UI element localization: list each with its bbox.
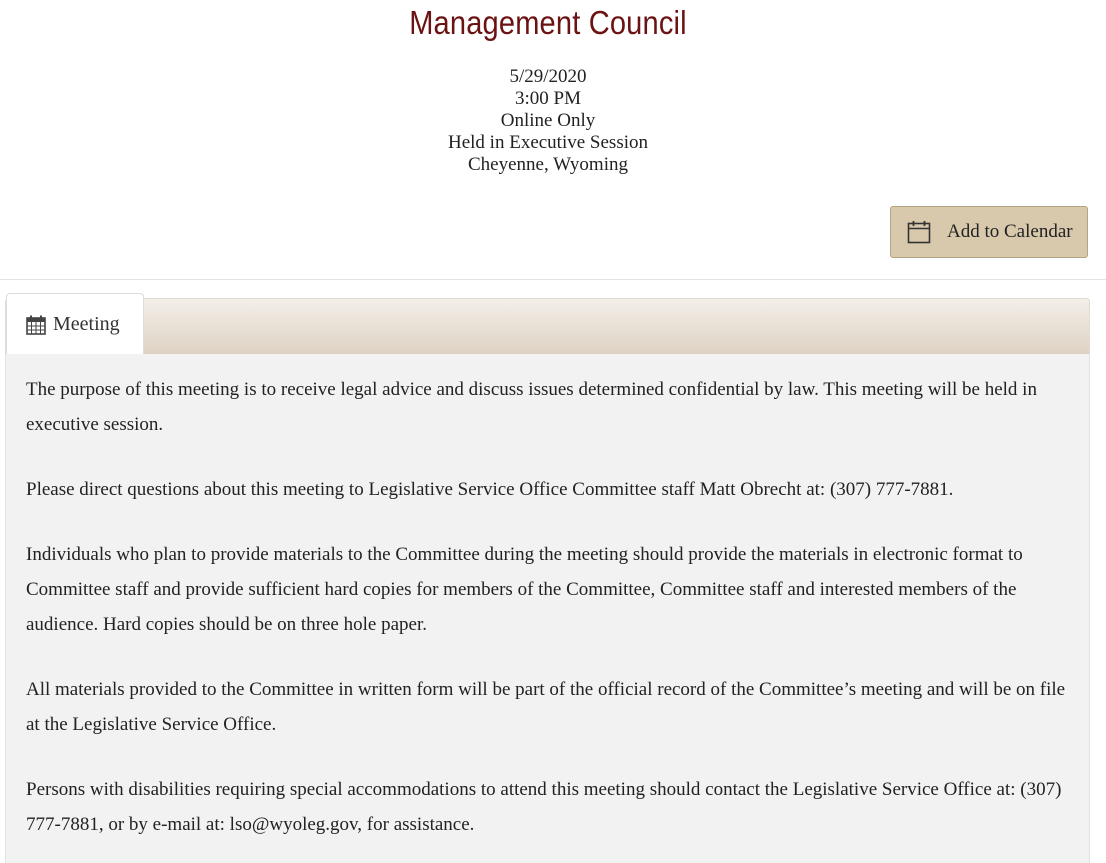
add-to-calendar-label: Add to Calendar <box>947 221 1073 242</box>
meeting-location: Online Only <box>500 110 596 131</box>
purpose-paragraph: The purpose of this meeting is to receive legal advice and discuss issues determined confidential by law. This meeting will be held in executive session. <box>26 379 1037 435</box>
accessibility-paragraph: Persons with disabilities requiring special accommodations to attend this meeting should contact the Legislative Service Office at: (307) 777-7881, or by e-mail at: lso@wyoleg.gov, for assistance. <box>26 779 1062 835</box>
add-to-calendar-button[interactable] <box>890 206 1088 258</box>
record-paragraph: All materials provided to the Committee in written form will be part of the official record of the Committee’s meeting and will be on file at the Legislative Service Office. <box>26 679 1066 735</box>
tab-meeting-label: Meeting <box>53 313 120 335</box>
meeting-date: 5/29/2020 <box>509 66 587 87</box>
section-divider <box>0 279 1106 280</box>
materials-paragraph: Individuals who plan to provide materials to the Committee during the meeting should provide the materials in electronic format to Committee staff and provide sufficient hard copies for members of the Committee, Committee staff and interested members of the audience. Hard copies should be on three hole paper. <box>26 544 1023 635</box>
page-title: Management Council <box>409 4 687 41</box>
meeting-session-note: Held in Executive Session <box>448 132 648 153</box>
tab-bar <box>5 298 1090 354</box>
meeting-time: 3:00 PM <box>515 88 581 109</box>
meeting-panel <box>5 354 1090 863</box>
calendar-icon <box>907 220 931 244</box>
meeting-details <box>0 66 1096 176</box>
contact-paragraph: Please direct questions about this meeting to Legislative Service Office Committee staff Matt Obrecht at: (307) 777-7881. <box>26 479 954 500</box>
tab-meeting[interactable] <box>6 293 144 355</box>
calendar-grid-icon <box>26 315 46 335</box>
meeting-city: Cheyenne, Wyoming <box>468 154 628 175</box>
